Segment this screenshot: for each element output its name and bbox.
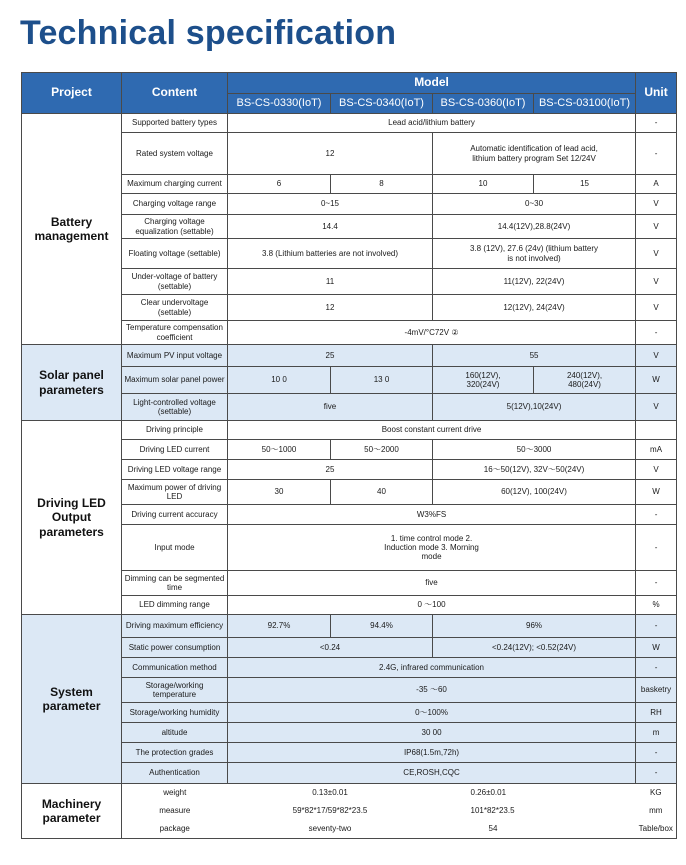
row-unit: V <box>636 194 677 215</box>
row-value: 14.4 <box>228 215 433 239</box>
row-label: Light-controlled voltage (settable) <box>122 394 228 421</box>
row-value: -35 ～60 <box>228 678 636 703</box>
row-unit <box>636 421 677 440</box>
row-label: Input mode <box>122 525 228 571</box>
row-label: Charging voltage range <box>122 194 228 215</box>
row-label: Maximum charging current <box>122 175 228 194</box>
row-value: Boost constant current drive <box>228 421 636 440</box>
row-value: 50～1000 <box>228 440 331 460</box>
row-unit: W <box>636 638 677 658</box>
row-label: Maximum power of driving LED <box>122 480 228 505</box>
row-value: 25 <box>228 460 433 480</box>
row-value: 12 <box>228 133 433 175</box>
table-row <box>22 114 677 133</box>
row-label: LED dimming range <box>122 596 228 615</box>
row-unit: - <box>636 505 677 525</box>
row-value: 0.26±0.01 <box>433 784 636 802</box>
row-unit: - <box>636 133 677 175</box>
row-unit: V <box>636 295 677 321</box>
row-unit: - <box>636 114 677 133</box>
row-value: five <box>228 394 433 421</box>
row-unit: basketry <box>636 678 677 703</box>
row-unit: mm <box>636 802 677 820</box>
row-value: 54 <box>433 820 636 839</box>
row-label: Storage/working temperature <box>122 678 228 703</box>
row-value: 13 0 <box>331 367 433 394</box>
row-value: <0.24(12V); <0.52(24V) <box>433 638 636 658</box>
row-label: Driving LED current <box>122 440 228 460</box>
row-value: 40 <box>331 480 433 505</box>
row-unit: mA <box>636 440 677 460</box>
row-value: 12(12V), 24(24V) <box>433 295 636 321</box>
table-row <box>22 784 677 802</box>
row-value: 5(12V),10(24V) <box>433 394 636 421</box>
row-value: 16～50(12V), 32V～50(24V) <box>433 460 636 480</box>
row-label: altitude <box>122 723 228 743</box>
row-value: 1. time control mode 2. Induction mode 3. Morning mode <box>228 525 636 571</box>
row-label: Driving LED voltage range <box>122 460 228 480</box>
project-header: Project <box>22 73 122 114</box>
row-value: 92.7% <box>228 615 331 638</box>
row-unit: A <box>636 175 677 194</box>
row-label: Clear undervoltage (settable) <box>122 295 228 321</box>
row-unit: - <box>636 658 677 678</box>
row-value: 59*82*17/59*82*23.5 <box>292 805 368 815</box>
row-unit: - <box>636 571 677 596</box>
section-system: System parameter <box>22 615 122 784</box>
row-value: five <box>228 571 636 596</box>
row-value: seventy-two <box>228 820 433 839</box>
row-value: 11 <box>228 269 433 295</box>
row-value: 0~15 <box>228 194 433 215</box>
row-value: 50～2000 <box>331 440 433 460</box>
row-value: 11(12V), 22(24V) <box>433 269 636 295</box>
row-unit: V <box>636 269 677 295</box>
row-unit: V <box>636 215 677 239</box>
row-value: Automatic identification of lead acid, lithium battery program Set 12/24V <box>433 133 636 175</box>
row-value: 240(12V), 480(24V) <box>534 367 636 394</box>
row-label: Charging voltage equalization (settable) <box>122 215 228 239</box>
row-label: package <box>122 820 228 839</box>
section-driving: Driving LED Output parameters <box>22 421 122 615</box>
row-label: Static power consumption <box>122 638 228 658</box>
row-value: 6 <box>228 175 331 194</box>
row-label: Communication method <box>122 658 228 678</box>
row-value: 3.8 (Lithium batteries are not involved) <box>228 239 433 269</box>
row-label: Floating voltage (settable) <box>122 239 228 269</box>
unit-header: Unit <box>636 73 677 114</box>
row-value: 25 <box>228 345 433 367</box>
model-name: BS-CS-03100(IoT) <box>534 94 636 114</box>
row-label: weight <box>122 784 228 802</box>
row-value: 10 0 <box>228 367 331 394</box>
row-value: 10 <box>433 175 534 194</box>
row-unit: - <box>636 615 677 638</box>
row-unit: - <box>636 763 677 784</box>
model-name: BS-CS-0340(IoT) <box>331 94 433 114</box>
row-value: 60(12V), 100(24V) <box>433 480 636 505</box>
row-value: 12 <box>228 295 433 321</box>
section-machinery: Machinery parameter <box>22 784 122 839</box>
row-unit: Table/box <box>636 820 677 839</box>
section-battery: Battery management <box>22 114 122 345</box>
row-label: Under-voltage of battery (settable) <box>122 269 228 295</box>
row-label: Supported battery types <box>122 114 228 133</box>
row-label: The protection grades <box>122 743 228 763</box>
header-row <box>22 73 677 94</box>
row-label: Driving principle <box>122 421 228 440</box>
row-value: 30 <box>228 480 331 505</box>
row-value: 30 00 <box>228 723 636 743</box>
row-value: 0～100% <box>228 703 636 723</box>
row-value: 50～3000 <box>433 440 636 460</box>
row-value: <0.24 <box>228 638 433 658</box>
model-name: BS-CS-0360(IoT) <box>433 94 534 114</box>
row-unit: V <box>636 345 677 367</box>
row-value: 15 <box>534 175 636 194</box>
row-label: Rated system voltage <box>122 133 228 175</box>
row-unit: V <box>636 239 677 269</box>
row-label: Authentication <box>122 763 228 784</box>
row-value: 101*82*23.5 <box>470 805 515 815</box>
row-unit: V <box>636 460 677 480</box>
table-row <box>22 421 677 440</box>
row-unit: W <box>636 367 677 394</box>
row-value: Lead acid/lithium battery <box>228 114 636 133</box>
row-label: Driving current accuracy <box>122 505 228 525</box>
row-value: 96% <box>433 615 636 638</box>
row-value: -4mV/°C72V ② <box>228 321 636 345</box>
table-row <box>22 615 677 638</box>
row-unit: V <box>636 394 677 421</box>
row-value: CE,ROSH,CQC <box>228 763 636 784</box>
row-value: 0.13±0.01 <box>228 784 433 802</box>
row-label: Maximum solar panel power <box>122 367 228 394</box>
page-title: Technical specification <box>20 14 397 52</box>
row-unit: RH <box>636 703 677 723</box>
table-row <box>22 345 677 367</box>
row-unit: W <box>636 480 677 505</box>
spec-table <box>21 72 677 839</box>
row-value: 0~30 <box>433 194 636 215</box>
row-value: 2.4G, infrared communication <box>228 658 636 678</box>
content-header: Content <box>122 73 228 114</box>
row-label: Temperature compensation coefficient <box>122 321 228 345</box>
model-header: Model <box>228 73 636 94</box>
row-value: 94.4% <box>331 615 433 638</box>
row-unit: - <box>636 525 677 571</box>
row-label: measure <box>159 805 191 815</box>
model-name: BS-CS-0330(IoT) <box>228 94 331 114</box>
row-value: IP68(1.5m,72h) <box>228 743 636 763</box>
row-label: Dimming can be segmented time <box>122 571 228 596</box>
row-value: 0 ～100 <box>228 596 636 615</box>
row-value: 55 <box>433 345 636 367</box>
section-solar: Solar panel parameters <box>22 345 122 421</box>
row-value: W3%FS <box>228 505 636 525</box>
row-label: Maximum PV input voltage <box>122 345 228 367</box>
row-unit: - <box>636 321 677 345</box>
row-unit: m <box>636 723 677 743</box>
row-label: Storage/working humidity <box>122 703 228 723</box>
row-unit: KG <box>636 784 677 802</box>
row-unit: - <box>636 743 677 763</box>
row-value: 14.4(12V),28.8(24V) <box>433 215 636 239</box>
row-value: 160(12V), 320(24V) <box>433 367 534 394</box>
row-label: Driving maximum efficiency <box>122 615 228 638</box>
row-value: 3.8 (12V), 27.6 (24v) (lithium battery is not involved) <box>433 239 636 269</box>
row-unit: % <box>636 596 677 615</box>
row-value: 8 <box>331 175 433 194</box>
